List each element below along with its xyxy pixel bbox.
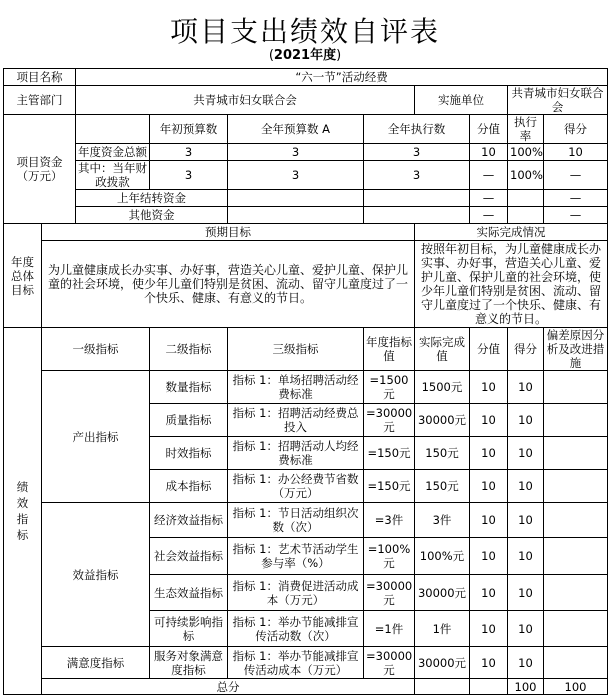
l2-cell: 经济效益指标 <box>150 503 228 538</box>
impl-label: 实施单位 <box>415 86 508 115</box>
paren-close: ) <box>336 48 342 63</box>
actual-cell: 100%元 <box>415 538 470 575</box>
l1-satisfaction: 满意度指标 <box>42 647 150 679</box>
funds-col-budget: 全年预算数 A <box>228 115 364 144</box>
perf-col-note: 偏差原因分析及改进措施 <box>544 328 608 371</box>
note-cell <box>544 538 608 575</box>
funds-row <box>4 207 608 224</box>
score-cell: 10 <box>470 647 508 679</box>
actual-cell: 30000元 <box>415 647 470 679</box>
l2-cell: 质量指标 <box>150 404 228 437</box>
l3-cell: 指标 1：单场招聘活动经费标准 <box>228 371 364 404</box>
l2-cell: 服务对象满意度指标 <box>150 647 228 679</box>
actual-cell: 150元 <box>415 470 470 503</box>
funds-row-budget: 3 <box>228 144 364 161</box>
l3-cell: 指标 1：举办节能减排宣传活动成本（万元） <box>228 647 364 679</box>
actual-result-text: 按照年初目标，为儿童健康成长办实事、办好事，营造关心儿童、爱护儿童、保护儿童的社会环境，使少年儿童们特别是贫困、流动、留守儿童度过了一个快乐、健康、有意义的节日。 <box>415 241 608 328</box>
total-actual-blank <box>470 679 508 695</box>
funds-row-initial: 3 <box>150 144 228 161</box>
score-cell: 10 <box>470 611 508 647</box>
funds-row-rate: 100% <box>508 144 544 161</box>
got-cell: 10 <box>508 575 544 611</box>
funds-col-score: 分值 <box>470 115 508 144</box>
l3-cell: 指标 1：办公经费节省数（万元） <box>228 470 364 503</box>
funds-row-budget <box>228 207 364 224</box>
table-row <box>4 647 608 679</box>
perf-col-got: 得分 <box>508 328 544 371</box>
funds-row-budget <box>228 190 364 207</box>
funds-col-initial: 年初预算数 <box>150 115 228 144</box>
funds-row-name: 上年结转资金 <box>76 190 228 207</box>
target-cell: =150元 <box>364 470 415 503</box>
note-cell <box>544 470 608 503</box>
target-cell: =30000元 <box>364 647 415 679</box>
report-year <box>0 44 610 63</box>
perf-col-target: 年度指标值 <box>364 328 415 371</box>
total-score: 100 <box>508 679 544 695</box>
total-label: 总分 <box>42 679 415 695</box>
target-cell: =150元 <box>364 437 415 470</box>
got-cell: 10 <box>508 538 544 575</box>
project-name-value: “六一节”活动经费 <box>76 69 608 86</box>
note-cell <box>544 611 608 647</box>
perf-label-text: 绩效指标 <box>16 480 29 542</box>
score-cell: 10 <box>470 437 508 470</box>
got-cell: 10 <box>508 371 544 404</box>
target-cell: =1件 <box>364 611 415 647</box>
perf-col-actual: 实际完成值 <box>415 328 470 371</box>
perf-col-l3: 三级指标 <box>228 328 364 371</box>
actual-cell: 1500元 <box>415 371 470 404</box>
expected-goal-label: 预期目标 <box>42 224 415 241</box>
perf-col-l1: 一级指标 <box>42 328 150 371</box>
l3-cell: 指标 1：消费促进活动成本（万元） <box>228 575 364 611</box>
funds-col-got: 得分 <box>544 115 608 144</box>
funds-row-got: 10 <box>544 144 608 161</box>
note-cell <box>544 503 608 538</box>
evaluation-table <box>3 68 608 695</box>
funds-row-got: — <box>544 190 608 207</box>
note-cell <box>544 404 608 437</box>
got-cell: 10 <box>508 503 544 538</box>
expected-goal-text: 为儿童健康成长办实事、办好事，营造关心儿童、爱护儿童、保护儿童的社会环境，使少年儿童们特别是贫困、流动、留守儿童度过了一个快乐、健康、有意义的节日。 <box>42 241 415 328</box>
actual-cell: 150元 <box>415 437 470 470</box>
actual-cell: 30000元 <box>415 575 470 611</box>
score-cell: 10 <box>470 538 508 575</box>
actual-cell: 1件 <box>415 611 470 647</box>
score-cell: 10 <box>470 404 508 437</box>
table-row <box>4 371 608 404</box>
note-cell <box>544 647 608 679</box>
got-cell: 10 <box>508 437 544 470</box>
funds-row-executed: 3 <box>364 161 470 190</box>
paren-open: ( <box>268 48 274 63</box>
l2-cell: 成本指标 <box>150 470 228 503</box>
funds-row-executed <box>364 207 470 224</box>
funds-row <box>4 144 608 161</box>
l3-cell: 指标 1：艺术节活动学生参与率（%） <box>228 538 364 575</box>
l3-cell: 指标 1：招聘活动人均经费标准 <box>228 437 364 470</box>
score-cell: 10 <box>470 575 508 611</box>
funds-row-score: — <box>470 190 508 207</box>
actual-cell: 3件 <box>415 503 470 538</box>
l2-cell: 数量指标 <box>150 371 228 404</box>
table-row <box>4 503 608 538</box>
funds-row-executed: 3 <box>364 144 470 161</box>
target-cell: =30000元 <box>364 404 415 437</box>
l2-cell: 生态效益指标 <box>150 575 228 611</box>
funds-row-name: 其中：当年财政拨款 <box>76 161 150 190</box>
perf-col-score: 分值 <box>470 328 508 371</box>
score-cell: 10 <box>470 470 508 503</box>
l1-output: 产出指标 <box>42 371 150 503</box>
page-title: 项目支出绩效自评表 <box>169 15 440 48</box>
dept-label: 主管部门 <box>4 86 76 115</box>
target-cell: =100%元 <box>364 538 415 575</box>
l2-cell: 可持续影响指标 <box>150 611 228 647</box>
funds-row-name: 其他资金 <box>76 207 228 224</box>
funds-row <box>4 161 608 190</box>
target-cell: =3件 <box>364 503 415 538</box>
l3-cell: 指标 1：节日活动组织次数（次） <box>228 503 364 538</box>
note-cell <box>544 575 608 611</box>
total-target-blank <box>415 679 470 695</box>
funds-row-rate <box>508 207 544 224</box>
funds-col-rate: 执行率 <box>508 115 544 144</box>
funds-row-initial: 3 <box>150 161 228 190</box>
funds-row-score: — <box>470 161 508 190</box>
impl-value: 共青城市妇女联合会 <box>508 86 608 115</box>
got-cell: 10 <box>508 647 544 679</box>
goals-label: 年度总体目标 <box>4 224 42 328</box>
funds-row-got: — <box>544 161 608 190</box>
funds-row-budget: 3 <box>228 161 364 190</box>
actual-result-label: 实际完成情况 <box>415 224 608 241</box>
got-cell: 10 <box>508 404 544 437</box>
funds-row-score: — <box>470 207 508 224</box>
funds-row <box>4 190 608 207</box>
perf-label <box>4 328 42 695</box>
l1-benefit: 效益指标 <box>42 503 150 647</box>
note-cell <box>544 371 608 404</box>
funds-col-executed: 全年执行数 <box>364 115 470 144</box>
l2-cell: 社会效益指标 <box>150 538 228 575</box>
score-cell: 10 <box>470 371 508 404</box>
l3-cell: 指标 1：招聘活动经费总投入 <box>228 404 364 437</box>
got-cell: 10 <box>508 611 544 647</box>
perf-col-l2: 二级指标 <box>150 328 228 371</box>
funds-label: 项目资金（万元） <box>4 115 76 224</box>
got-cell: 10 <box>508 470 544 503</box>
total-got: 100 <box>544 679 608 695</box>
dept-value: 共青城市妇女联合会 <box>76 86 415 115</box>
target-cell: =30000元 <box>364 575 415 611</box>
note-cell <box>544 437 608 470</box>
project-name-label: 项目名称 <box>4 69 76 86</box>
funds-row-rate <box>508 190 544 207</box>
l3-cell: 指标 1：举办节能减排宣传活动数（次） <box>228 611 364 647</box>
funds-row-executed <box>364 190 470 207</box>
funds-row-score: 10 <box>470 144 508 161</box>
funds-row-got: — <box>544 207 608 224</box>
funds-row-rate: 100% <box>508 161 544 190</box>
score-cell: 10 <box>470 503 508 538</box>
target-cell: =1500元 <box>364 371 415 404</box>
actual-cell: 30000元 <box>415 404 470 437</box>
year-text: 2021年度 <box>273 48 337 63</box>
l2-cell: 时效指标 <box>150 437 228 470</box>
funds-row-name: 年度资金总额 <box>76 144 150 161</box>
funds-corner <box>76 115 150 144</box>
